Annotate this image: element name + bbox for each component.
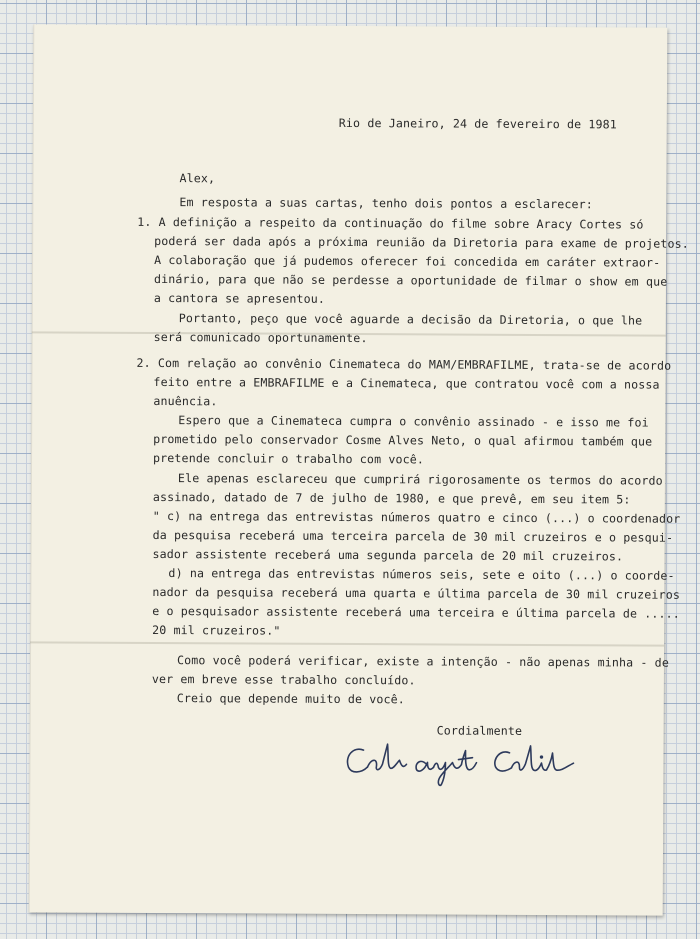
letter-salutation: Alex, (179, 171, 216, 186)
closing-line: ver em breve esse trabalho concluído. (151, 671, 416, 688)
point2-line: da pesquisa receberá uma terceira parcela de 30 mil cruzeiros e o pesqui- (152, 527, 674, 545)
fold-crease-lower (30, 641, 664, 646)
point2-line: sador assistente receberá uma segunda parcela de 20 mil cruzeiros. (152, 546, 624, 564)
point1-line: poderá ser dada após a próxima reunião da Diretoria para exame de projetos. (154, 233, 689, 251)
letter-intro: Em resposta a suas cartas, tenho dois pontos a esclarecer: (179, 195, 593, 212)
point2-line: pretende concluir o trabalho com você. (153, 450, 425, 467)
letter-paper (29, 24, 689, 915)
point1-line: Portanto, peço que você aguarde a decisão da Diretoria, o que lhe (178, 311, 643, 328)
point1-line: será comunicado oportunamente. (153, 329, 368, 346)
handwritten-signature (341, 734, 589, 791)
letter-signoff: Cordialmente (436, 723, 523, 738)
point2-line: 20 mil cruzeiros." (152, 622, 281, 638)
point2-line: 2. Com relação ao convênio Cinemateca do MAM/EMBRAFILME, trata-se de acordo (136, 355, 672, 373)
point2-line: nador da pesquisa receberá uma quarta e última parcela de 30 mil cruzeiros (152, 584, 681, 602)
point2-line: e o pesquisador assistente receberá uma terceira e última parcela de ..... (152, 603, 680, 621)
letter-date: Rio de Janeiro, 24 de fevereiro de 1981 (338, 115, 617, 132)
point1-line: A colaboração que já pudemos oferecer foi concedida em caráter extraor- (154, 252, 661, 270)
closing-line: Creio que depende muito de você. (176, 691, 406, 707)
point2-line: feito entre a EMBRAFILME e a Cinemateca, que contratou você com a nossa (153, 374, 660, 392)
point2-line: assinado, datado de 7 de julho de 1980, e que prevê, em seu item 5: (152, 489, 631, 507)
point2-line: Espero que a Cinemateca cumpra o convênio assinado - e isso me foi (178, 413, 649, 430)
point2-line: d) na entrega das entrevistas números seis, sete e oito (...) o coorde- (168, 566, 675, 583)
point2-line: anuência. (153, 393, 218, 409)
point1-line: dinário, para que não se perdesse a oportunidade de filmar o show em que (153, 271, 668, 289)
paper-edge-shadow (29, 24, 35, 912)
closing-line: Como você poderá verificar, existe a intenção - não apenas minha - de (176, 653, 670, 670)
point1-line: 1. A definição a respeito da continuação do filme sobre Aracy Cortes só (137, 214, 644, 232)
point2-line: Ele apenas esclareceu que cumprirá rigorosamente os termos do acordo (177, 471, 663, 488)
point1-line: a cantora se apresentou. (153, 290, 326, 306)
point2-line: prometido pelo conservador Cosme Alves Neto, o qual afirmou também que (153, 431, 653, 449)
point2-line: " c) na entrega das entrevistas números quatro e cinco (...) o coordenador (152, 508, 681, 526)
